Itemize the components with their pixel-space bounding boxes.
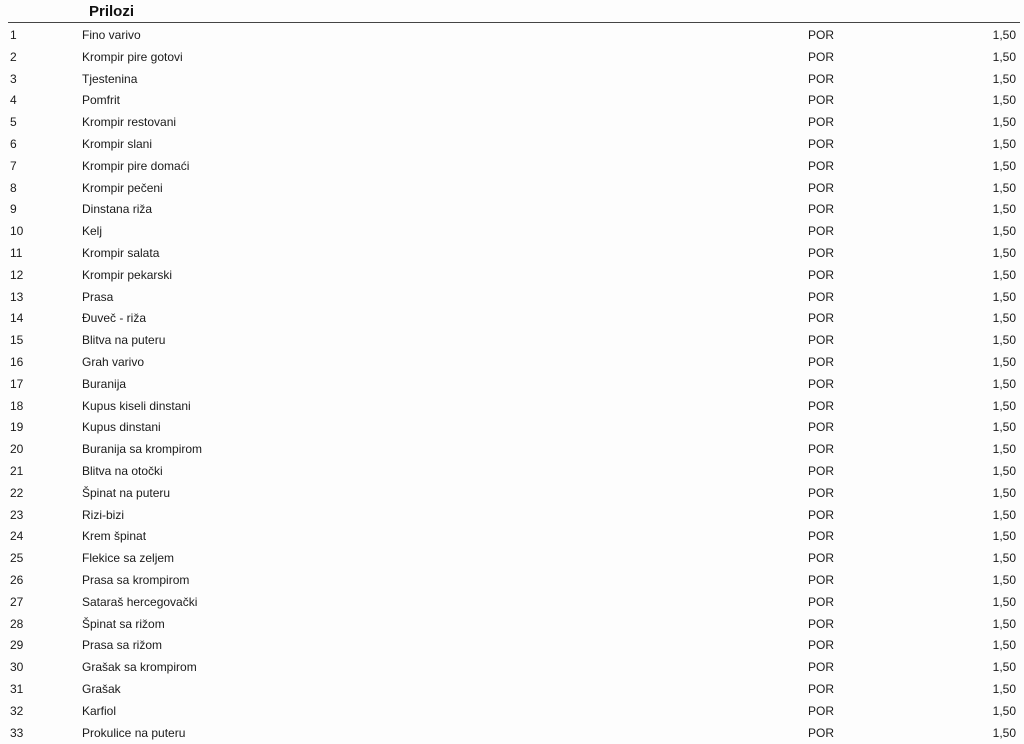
item-unit: POR: [808, 483, 834, 505]
list-item: [0, 417, 1024, 439]
item-price: 1,50: [993, 352, 1016, 374]
item-unit: POR: [808, 352, 834, 374]
list-item: [0, 112, 1024, 134]
item-price: 1,50: [993, 657, 1016, 679]
item-unit: POR: [808, 374, 834, 396]
list-item: [0, 657, 1024, 679]
list-item: [0, 330, 1024, 352]
item-name: Krompir slani: [82, 134, 152, 156]
item-name: Fino varivo: [82, 25, 141, 47]
item-price: 1,50: [993, 417, 1016, 439]
item-unit: POR: [808, 548, 834, 570]
item-price: 1,50: [993, 243, 1016, 265]
item-price: 1,50: [993, 374, 1016, 396]
item-unit: POR: [808, 592, 834, 614]
item-number: 13: [10, 287, 23, 309]
item-number: 20: [10, 439, 23, 461]
list-item: [0, 25, 1024, 47]
item-unit: POR: [808, 330, 834, 352]
list-item: [0, 69, 1024, 91]
item-unit: POR: [808, 265, 834, 287]
list-item: [0, 243, 1024, 265]
list-item: [0, 439, 1024, 461]
item-unit: POR: [808, 635, 834, 657]
item-name: Kupus kiseli dinstani: [82, 396, 191, 418]
item-number: 4: [10, 90, 17, 112]
list-item: [0, 90, 1024, 112]
item-number: 22: [10, 483, 23, 505]
item-number: 10: [10, 221, 23, 243]
item-number: 16: [10, 352, 23, 374]
list-item: [0, 614, 1024, 636]
item-number: 7: [10, 156, 17, 178]
list-item: [0, 352, 1024, 374]
item-name: Rizi-bizi: [82, 505, 124, 527]
item-name: Krompir pekarski: [82, 265, 172, 287]
item-number: 23: [10, 505, 23, 527]
item-price: 1,50: [993, 505, 1016, 527]
item-unit: POR: [808, 178, 834, 200]
item-number: 11: [10, 243, 22, 265]
list-item: [0, 47, 1024, 69]
item-unit: POR: [808, 112, 834, 134]
item-unit: POR: [808, 199, 834, 221]
item-number: 26: [10, 570, 23, 592]
item-unit: POR: [808, 90, 834, 112]
item-name: Krompir pire gotovi: [82, 47, 183, 69]
item-name: Dinstana riža: [82, 199, 152, 221]
item-price: 1,50: [993, 134, 1016, 156]
item-price: 1,50: [993, 396, 1016, 418]
item-number: 27: [10, 592, 23, 614]
item-name: Kupus dinstani: [82, 417, 161, 439]
item-price: 1,50: [993, 483, 1016, 505]
item-unit: POR: [808, 679, 834, 701]
list-item: [0, 265, 1024, 287]
item-number: 12: [10, 265, 23, 287]
item-price: 1,50: [993, 701, 1016, 723]
item-number: 32: [10, 701, 23, 723]
item-name: Sataraš hercegovački: [82, 592, 197, 614]
item-unit: POR: [808, 396, 834, 418]
item-number: 2: [10, 47, 17, 69]
item-unit: POR: [808, 25, 834, 47]
item-price: 1,50: [993, 461, 1016, 483]
item-number: 19: [10, 417, 23, 439]
item-unit: POR: [808, 526, 834, 548]
items-list: [0, 25, 1024, 744]
item-price: 1,50: [993, 221, 1016, 243]
list-item: [0, 570, 1024, 592]
item-price: 1,50: [993, 287, 1016, 309]
item-number: 30: [10, 657, 23, 679]
list-item: [0, 526, 1024, 548]
item-name: Prasa: [82, 287, 113, 309]
list-item: [0, 483, 1024, 505]
item-name: Špinat na puteru: [82, 483, 170, 505]
item-price: 1,50: [993, 548, 1016, 570]
item-unit: POR: [808, 287, 834, 309]
item-name: Blitva na otočki: [82, 461, 163, 483]
item-number: 15: [10, 330, 23, 352]
list-item: [0, 374, 1024, 396]
item-unit: POR: [808, 461, 834, 483]
item-price: 1,50: [993, 308, 1016, 330]
item-unit: POR: [808, 657, 834, 679]
item-number: 6: [10, 134, 17, 156]
item-name: Tjestenina: [82, 69, 137, 91]
list-item: [0, 308, 1024, 330]
item-number: 25: [10, 548, 23, 570]
item-unit: POR: [808, 439, 834, 461]
item-number: 29: [10, 635, 23, 657]
item-number: 5: [10, 112, 17, 134]
item-number: 18: [10, 396, 23, 418]
list-item: [0, 548, 1024, 570]
list-item: [0, 635, 1024, 657]
item-price: 1,50: [993, 69, 1016, 91]
list-item: [0, 396, 1024, 418]
item-price: 1,50: [993, 635, 1016, 657]
item-price: 1,50: [993, 156, 1016, 178]
item-number: 31: [10, 679, 23, 701]
item-unit: POR: [808, 417, 834, 439]
item-name: Buranija: [82, 374, 126, 396]
list-item: [0, 221, 1024, 243]
item-price: 1,50: [993, 592, 1016, 614]
item-price: 1,50: [993, 330, 1016, 352]
item-price: 1,50: [993, 614, 1016, 636]
list-item: [0, 287, 1024, 309]
item-name: Krompir pečeni: [82, 178, 163, 200]
item-name: Grašak sa krompirom: [82, 657, 197, 679]
item-price: 1,50: [993, 178, 1016, 200]
item-price: 1,50: [993, 570, 1016, 592]
item-name: Krompir restovani: [82, 112, 176, 134]
item-price: 1,50: [993, 723, 1016, 744]
item-number: 28: [10, 614, 23, 636]
item-number: 9: [10, 199, 17, 221]
item-number: 17: [10, 374, 23, 396]
item-name: Grah varivo: [82, 352, 144, 374]
item-number: 8: [10, 178, 17, 200]
item-name: Špinat sa rižom: [82, 614, 165, 636]
item-name: Prasa sa rižom: [82, 635, 162, 657]
list-item: [0, 134, 1024, 156]
item-price: 1,50: [993, 199, 1016, 221]
list-item: [0, 461, 1024, 483]
list-item: [0, 679, 1024, 701]
item-number: 14: [10, 308, 23, 330]
list-item: [0, 199, 1024, 221]
list-item: [0, 156, 1024, 178]
item-number: 24: [10, 526, 23, 548]
item-unit: POR: [808, 69, 834, 91]
list-item: [0, 178, 1024, 200]
header-rule: [8, 22, 1020, 23]
item-price: 1,50: [993, 526, 1016, 548]
item-price: 1,50: [993, 439, 1016, 461]
item-name: Prasa sa krompirom: [82, 570, 189, 592]
section-title: Prilozi: [89, 3, 134, 20]
item-unit: POR: [808, 505, 834, 527]
item-unit: POR: [808, 723, 834, 744]
item-price: 1,50: [993, 90, 1016, 112]
item-number: 21: [10, 461, 23, 483]
item-name: Đuveč - riža: [82, 308, 146, 330]
item-unit: POR: [808, 243, 834, 265]
list-item: [0, 723, 1024, 744]
item-name: Krompir pire domaći: [82, 156, 189, 178]
item-number: 1: [10, 25, 17, 47]
item-name: Pomfrit: [82, 90, 120, 112]
item-unit: POR: [808, 308, 834, 330]
item-unit: POR: [808, 701, 834, 723]
item-price: 1,50: [993, 25, 1016, 47]
item-name: Blitva na puteru: [82, 330, 165, 352]
item-price: 1,50: [993, 679, 1016, 701]
item-unit: POR: [808, 570, 834, 592]
item-name: Flekice sa zeljem: [82, 548, 174, 570]
item-unit: POR: [808, 156, 834, 178]
item-name: Krem špinat: [82, 526, 146, 548]
item-unit: POR: [808, 134, 834, 156]
item-number: 33: [10, 723, 23, 744]
item-number: 3: [10, 69, 17, 91]
item-name: Grašak: [82, 679, 121, 701]
item-price: 1,50: [993, 112, 1016, 134]
item-unit: POR: [808, 614, 834, 636]
list-item: [0, 592, 1024, 614]
item-unit: POR: [808, 47, 834, 69]
item-name: Buranija sa krompirom: [82, 439, 202, 461]
item-name: Kelj: [82, 221, 102, 243]
item-price: 1,50: [993, 265, 1016, 287]
item-name: Krompir salata: [82, 243, 159, 265]
item-name: Karfiol: [82, 701, 116, 723]
list-item: [0, 505, 1024, 527]
list-item: [0, 701, 1024, 723]
item-name: Prokulice na puteru: [82, 723, 185, 744]
item-unit: POR: [808, 221, 834, 243]
item-price: 1,50: [993, 47, 1016, 69]
